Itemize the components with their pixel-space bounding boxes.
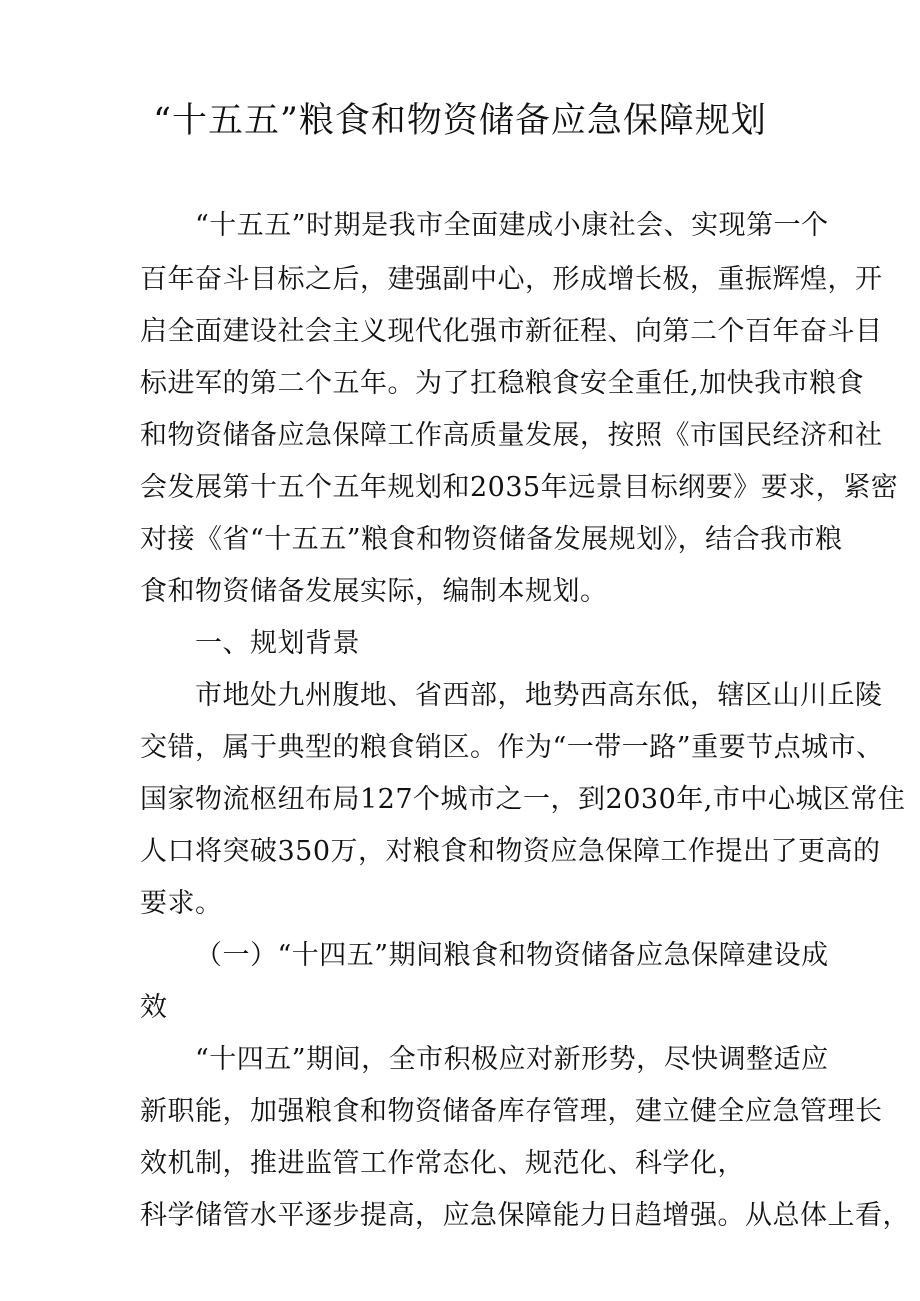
subsection-heading-continuation: 效	[140, 992, 168, 1023]
subsection-heading: （一）“十四五”期间粮食和物资储备应急保障建设成	[195, 940, 829, 971]
paragraph-line: 交错，属于典型的粮食销区。作为“一带一路”重要节点城市、	[140, 732, 884, 763]
paragraph-line: 启全面建设社会主义现代化强市新征程、向第二个百年奋斗目	[140, 316, 883, 347]
paragraph-line: 百年奋斗目标之后，建强副中心，形成增长极，重振辉煌，开	[140, 264, 883, 295]
paragraph-line: 国家物流枢纽布局127个城市之一，到2030年,市中心城区常住	[140, 784, 906, 815]
paragraph-line: 效机制，推进监管工作常态化、规范化、科学化，	[140, 1148, 745, 1179]
paragraph-line: “十四五”期间，全市积极应对新形势，尽快调整适应	[195, 1044, 829, 1075]
paragraph-line: 市地处九州腹地、省西部，地势西高东低，辖区山川丘陵	[195, 680, 883, 711]
document-title: “十五五”粮食和物资储备应急保障规划	[153, 101, 767, 141]
paragraph-line: 人口将突破350万，对粮食和物资应急保障工作提出了更高的	[140, 836, 881, 867]
paragraph-line: 对接《省“十五五”粮食和物资储备发展规划》，结合我市粮	[140, 524, 843, 555]
paragraph-line: 食和物资储备发展实际，编制本规划。	[140, 576, 608, 607]
paragraph-line: 和物资储备应急保障工作高质量发展，按照《市国民经济和社	[140, 420, 883, 451]
paragraph-line: 会发展第十五个五年规划和2035年远景目标纲要》要求，紧密	[140, 472, 899, 503]
paragraph-line: 标进军的第二个五年。为了扛稳粮食安全重任,加快我市粮食	[140, 368, 865, 399]
paragraph-line: 科学储管水平逐步提高，应急保障能力日趋增强。从总体上看，	[140, 1200, 910, 1231]
paragraph-line: “十五五”时期是我市全面建成小康社会、实现第一个	[195, 210, 829, 241]
paragraph-line: 新职能，加强粮食和物资储备库存管理，建立健全应急管理长	[140, 1096, 883, 1127]
section-heading: 一、规划背景	[195, 628, 360, 659]
paragraph-line: 要求。	[140, 888, 223, 919]
